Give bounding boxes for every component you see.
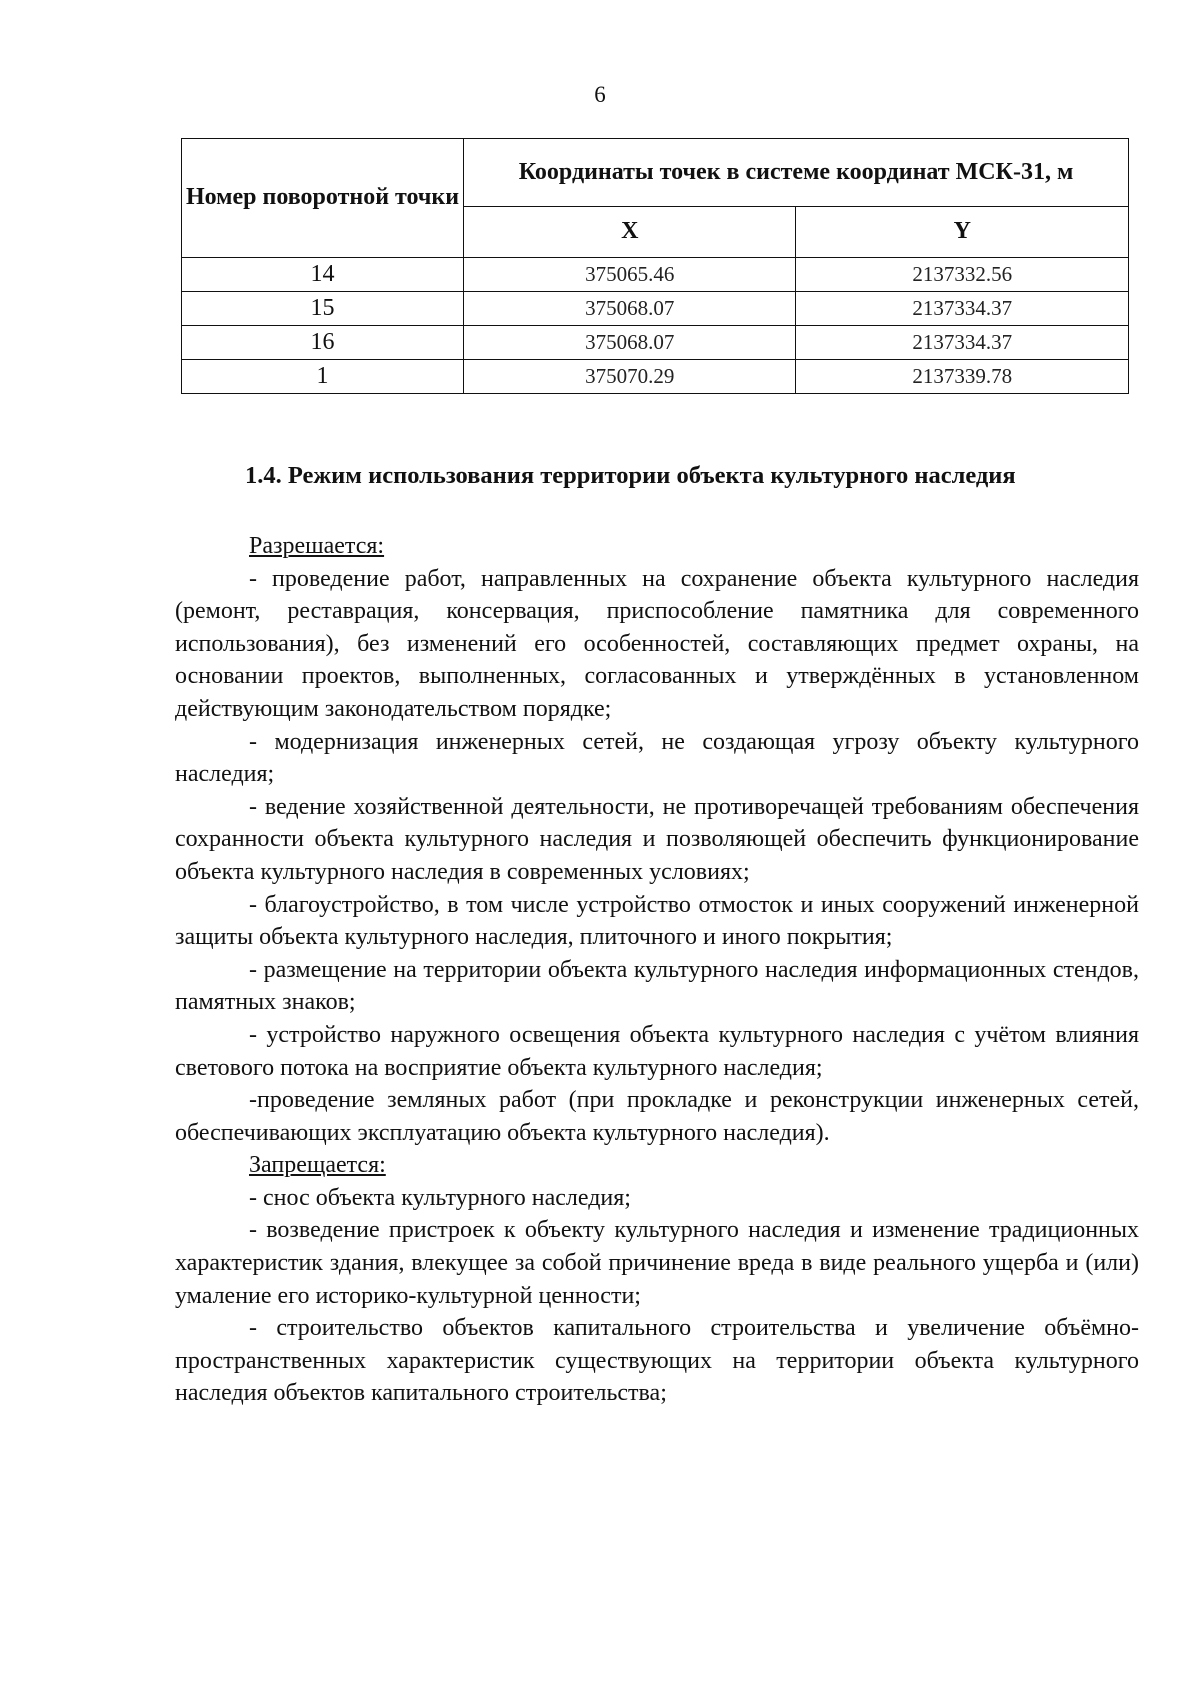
section-body: [175, 530, 1139, 1410]
allowed-item: - устройство наружного освещения объекта культурного наследия с учётом влияния светового потока на восприятие объекта культурного наследия;: [175, 1021, 1139, 1081]
point-number-cell: 15: [182, 292, 464, 326]
table-row: [182, 258, 1129, 292]
section-heading: 1.4. Режим использования территории объекта культурного наследия: [245, 462, 1016, 489]
table-row: [182, 292, 1129, 326]
point-number-cell: 16: [182, 326, 464, 360]
point-number-header: Номер поворотной точки: [182, 139, 464, 258]
allowed-item: -проведение земляных работ (при прокладке и реконструкции инженерных сетей, обеспечивающих эксплуатацию объекта культурного наследия).: [175, 1087, 1139, 1146]
coordinates-header: Координаты точек в системе координат МСК-31, м: [464, 139, 1129, 207]
x-axis-header: X: [464, 206, 796, 257]
y-coordinate-cell: 2137339.78: [796, 360, 1129, 394]
x-coordinate-cell: 375065.46: [464, 258, 796, 292]
table-row: [182, 360, 1129, 394]
allowed-label: Разрешается:: [249, 533, 385, 559]
y-coordinate-cell: 2137334.37: [796, 326, 1129, 360]
y-axis-header: Y: [796, 206, 1129, 257]
page-number: 6: [594, 82, 606, 107]
allowed-item: - благоустройство, в том числе устройство отмосток и иных сооружений инженерной защиты объекта культурного наследия, плиточного и иного покрытия;: [175, 891, 1139, 951]
allowed-item: - проведение работ, направленных на сохранение объекта культурного наследия (ремонт, реставрация, консервация, приспособление памятника для современного использования), без изменений его особенностей, составляющих предмет охраны, на основании проектов, выполненных, согласованных и утверждённых в установленном действующим законодательством порядке;: [175, 565, 1139, 722]
y-coordinate-cell: 2137332.56: [796, 258, 1129, 292]
forbidden-item: - строительство объектов капитального строительства и увеличение объёмно-пространственных характеристик существующих на территории объекта культурного наследия объектов капитального строительства;: [175, 1315, 1139, 1407]
forbidden-item: - возведение пристроек к объекту культурного наследия и изменение традиционных характеристик здания, влекущее за собой причинение вреда в виде реального ущерба и (или) умаление его историко-культурной ценности;: [175, 1217, 1139, 1309]
x-coordinate-cell: 375068.07: [464, 326, 796, 360]
y-coordinate-cell: 2137334.37: [796, 292, 1129, 326]
x-coordinate-cell: 375070.29: [464, 360, 796, 394]
forbidden-label: Запрещается:: [249, 1152, 386, 1179]
point-number-cell: 14: [182, 258, 464, 292]
point-number-cell: 1: [182, 360, 464, 394]
coordinates-table: [181, 138, 1129, 394]
x-coordinate-cell: 375068.07: [464, 292, 796, 326]
forbidden-item: - снос объекта культурного наследия;: [249, 1184, 631, 1211]
allowed-item: - размещение на территории объекта культурного наследия информационных стендов, памятных знаков;: [175, 956, 1139, 1016]
table-row: [182, 326, 1129, 360]
allowed-item: - ведение хозяйственной деятельности, не противоречащей требованиям обеспечения сохранности объекта культурного наследия и позволяющей обеспечить функционирование объекта культурного наследия в современных условиях;: [175, 793, 1139, 885]
allowed-item: - модернизация инженерных сетей, не создающая угрозу объекту культурного наследия;: [175, 728, 1139, 788]
